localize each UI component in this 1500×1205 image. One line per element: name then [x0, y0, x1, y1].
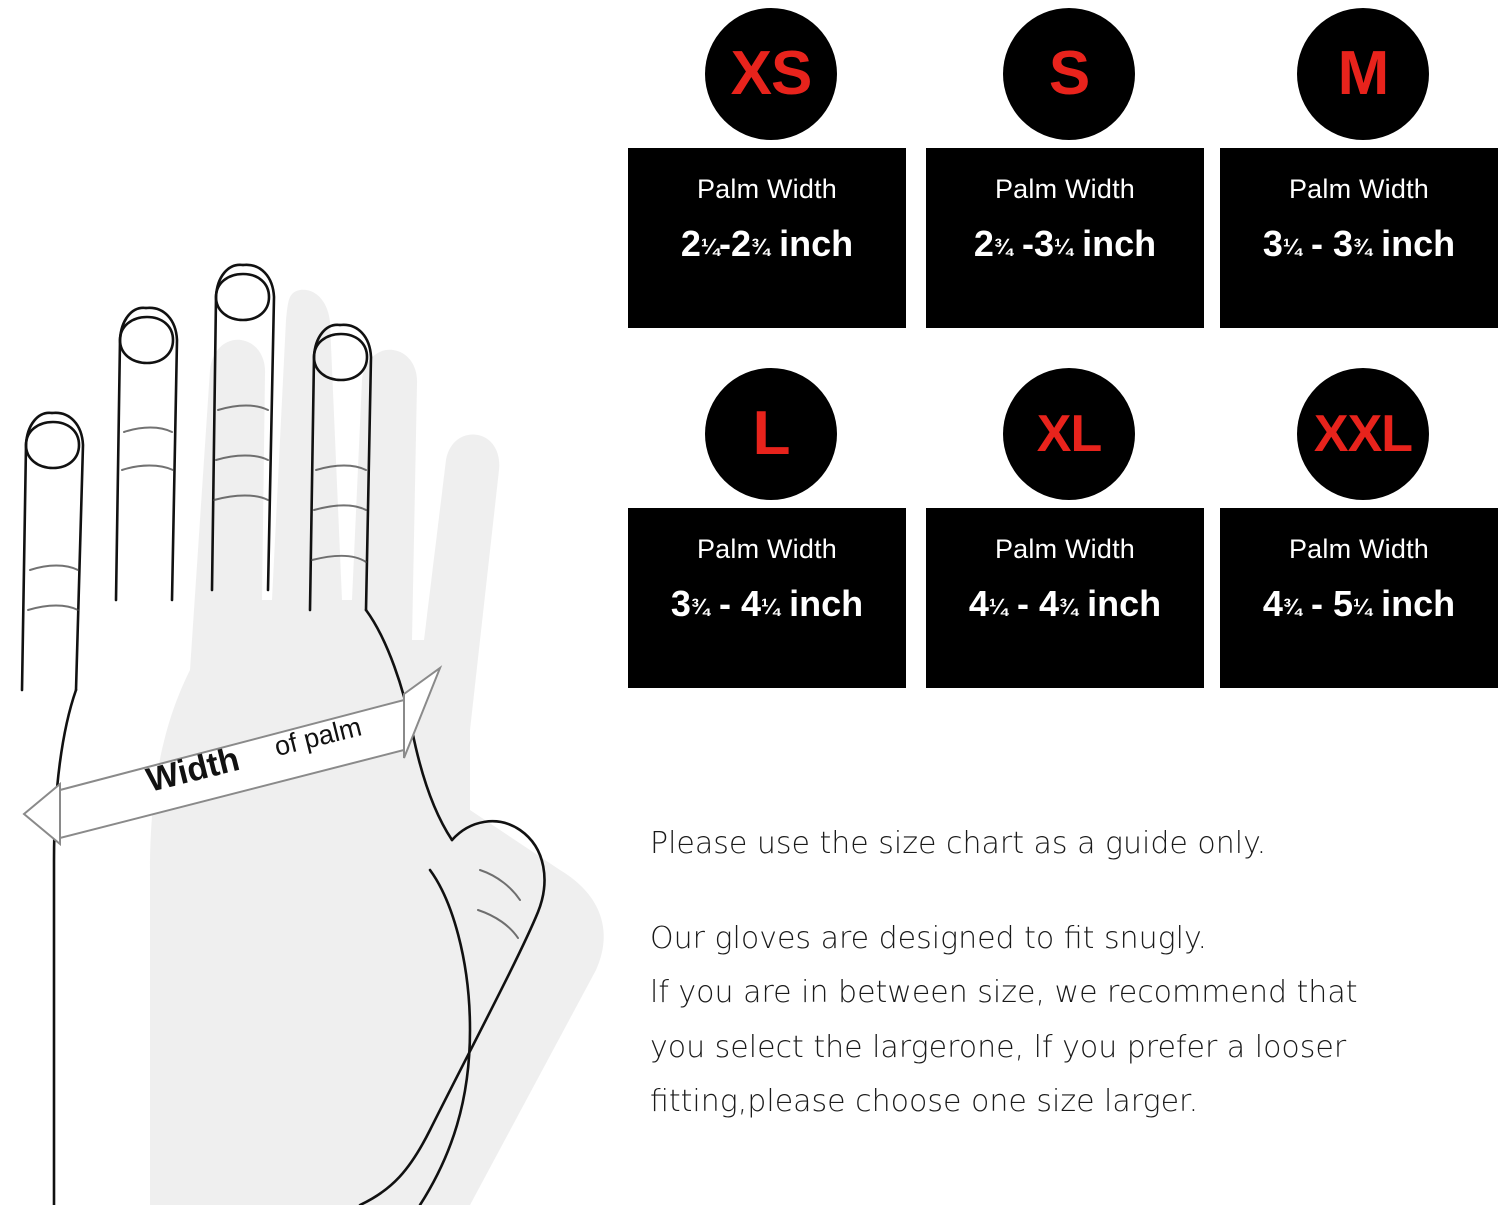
value-b: 2	[730, 223, 752, 264]
size-info-s	[926, 148, 1204, 328]
palm-width-value	[934, 583, 1196, 625]
value-a: 2	[973, 223, 994, 264]
value-sep: -	[1006, 583, 1039, 624]
palm-width-label: Palm Width	[994, 174, 1136, 204]
value-sep: -	[1300, 223, 1333, 264]
value-b-frac: ¾	[1353, 233, 1372, 259]
size-card-xs	[628, 8, 906, 328]
value-b: 5	[1332, 583, 1354, 624]
size-badge-l: L	[705, 368, 837, 500]
value-sep: -	[718, 223, 731, 264]
palm-width-value	[1228, 583, 1490, 625]
palm-width-label: Palm Width	[994, 534, 1136, 564]
palm-width-label: Palm Width	[1288, 534, 1430, 564]
value-a-frac: ¼	[1282, 233, 1301, 259]
value-unit: inch	[1381, 223, 1456, 264]
note-line-2: Our gloves are designed to fit snugly.	[650, 920, 1207, 956]
value-a-frac: ¼	[988, 593, 1007, 619]
value-unit: inch	[779, 223, 854, 264]
value-b: 3	[1332, 223, 1354, 264]
size-card-xl	[926, 368, 1204, 688]
value-a: 2	[680, 223, 701, 264]
value-a: 4	[968, 583, 989, 624]
size-card-m	[1220, 8, 1498, 328]
value-b-frac: ¾	[1059, 593, 1078, 619]
palm-width-value	[636, 583, 898, 625]
measure-label-light: of palm	[271, 711, 365, 763]
note-line-3: lf you are in between size, we recommend that	[650, 975, 1358, 1011]
value-a: 4	[1262, 583, 1283, 624]
size-info-xs	[628, 148, 906, 328]
value-b-frac: ¼	[1054, 233, 1073, 259]
note-line-5: fitting,please choose one size larger.	[650, 1084, 1199, 1120]
note-spacer	[650, 875, 1490, 915]
value-unit: inch	[1087, 583, 1162, 624]
size-chart-grid	[628, 8, 1500, 698]
size-info-l	[628, 508, 906, 688]
size-badge-xl: XL	[1003, 368, 1135, 500]
value-sep: -	[1300, 583, 1333, 624]
value-b: 3	[1033, 223, 1055, 264]
value-a-frac: ¾	[1282, 593, 1301, 619]
value-sep: -	[708, 583, 741, 624]
value-a-frac: ¾	[993, 233, 1012, 259]
size-card-xxl	[1220, 368, 1498, 688]
value-unit: inch	[1082, 223, 1157, 264]
value-b-frac: ¼	[761, 593, 780, 619]
value-a: 3	[1262, 223, 1283, 264]
size-badge-s: S	[1003, 8, 1135, 140]
palm-width-label: Palm Width	[696, 174, 838, 204]
value-b: 4	[740, 583, 762, 624]
size-info-xl	[926, 508, 1204, 688]
size-badge-m: M	[1297, 8, 1429, 140]
size-badge-xs: XS	[705, 8, 837, 140]
value-b-frac: ¾	[751, 233, 770, 259]
size-badge-xxl: XXL	[1297, 368, 1429, 500]
value-a: 3	[670, 583, 691, 624]
palm-width-value	[636, 223, 898, 265]
size-card-s	[926, 8, 1204, 328]
value-sep: -	[1011, 223, 1034, 264]
palm-width-value	[1228, 223, 1490, 265]
value-unit: inch	[1381, 583, 1456, 624]
palm-width-value	[934, 223, 1196, 265]
palm-width-label: Palm Width	[1288, 174, 1430, 204]
value-b-frac: ¼	[1353, 593, 1372, 619]
size-card-l	[628, 368, 906, 688]
note-line-4: you select the largerone, lf you prefer a looser	[650, 1029, 1347, 1065]
hand-palm-width-illustration	[0, 170, 640, 1205]
size-info-m	[1220, 148, 1498, 328]
value-a-frac: ¾	[690, 593, 709, 619]
measure-label-bold: Width	[142, 740, 244, 800]
value-a-frac: ¼	[700, 233, 719, 259]
size-guide-notes	[650, 820, 1490, 1133]
value-b: 4	[1038, 583, 1060, 624]
value-unit: inch	[789, 583, 864, 624]
palm-width-label: Palm Width	[696, 534, 838, 564]
note-line-1: Please use the size chart as a guide only.	[650, 826, 1267, 861]
size-info-xxl	[1220, 508, 1498, 688]
